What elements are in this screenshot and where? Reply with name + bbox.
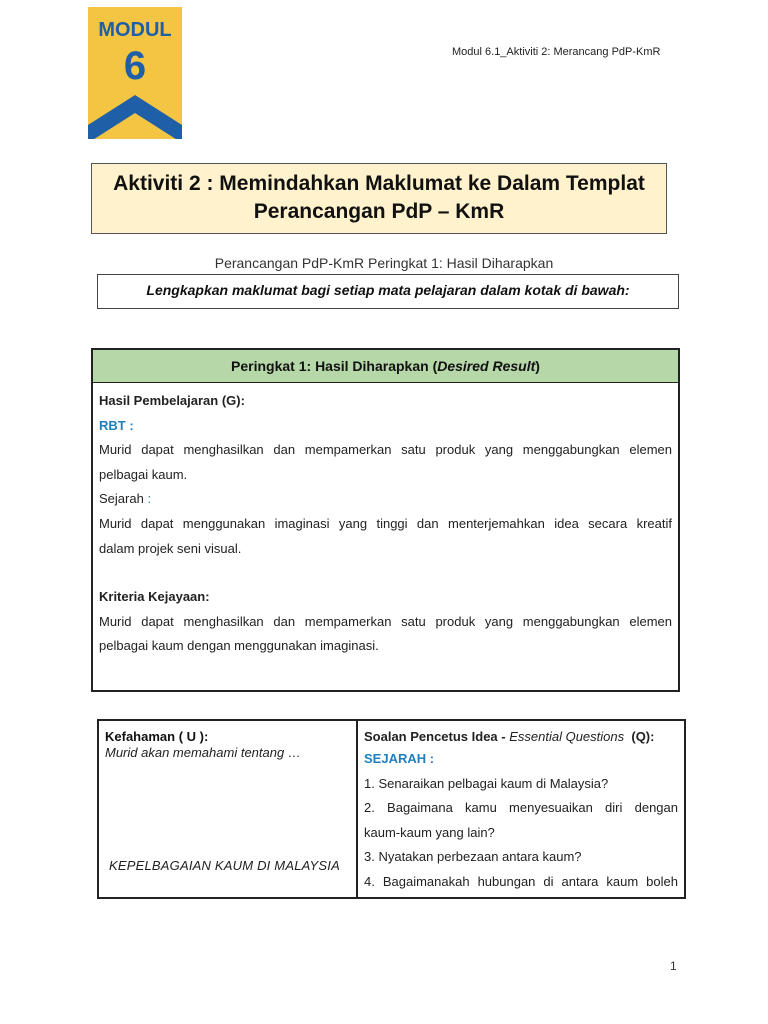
sejarah-outcome-line-2: dalam projek seni visual. [99, 540, 242, 556]
understanding-cell [99, 721, 358, 897]
stage-1-body [93, 383, 678, 659]
essential-questions-label [364, 727, 678, 747]
page-number: 1 [670, 959, 677, 973]
activity-title-line-1: Aktiviti 2 : Memindahkan Maklumat ke Dalam Templat [113, 172, 645, 195]
eq-label-italic: Essential Questions [509, 729, 625, 744]
sejarah-outcome-line-1: Murid dapat menggunakan imaginasi yang tinggi dan menterjemahkan idea secara kreatif [99, 515, 672, 531]
success-criteria-line-2: pelbagai kaum dengan menggunakan imaginasi. [99, 638, 379, 654]
understanding-prompt: Murid akan memahami tentang … [105, 745, 301, 760]
stage-header-text: Peringkat 1: Hasil Diharapkan ( [231, 358, 438, 374]
stage-header-suffix: ) [535, 358, 540, 374]
instruction-text: Lengkapkan maklumat bagi setiap mata pelajaran dalam kotak di bawah: [146, 282, 630, 298]
svg-text:MODUL: MODUL [98, 19, 172, 41]
question-2-line-2: kaum-kaum yang lain? [364, 824, 495, 840]
activity-title-box [91, 163, 667, 234]
modul-6-logo [88, 7, 182, 143]
essential-questions-cell [358, 721, 684, 897]
success-criteria-label: Kriteria Kejayaan: [99, 589, 210, 605]
question-1: 1. Senaraikan pelbagai kaum di Malaysia? [364, 775, 609, 791]
question-2-line-1: 2. Bagaimana kamu menyesuaikan diri dengan [364, 800, 678, 816]
activity-title-line-2: Perancangan PdP – KmR [253, 200, 505, 223]
sejarah-label: Sejarah [99, 491, 144, 507]
eq-label-bold: Soalan Pencetus Idea - [364, 729, 510, 744]
question-4: 4. Bagaimanakah hubungan di antara kaum boleh [364, 873, 678, 889]
eq-label-suffix: (Q): [631, 729, 655, 744]
stage-1-header [93, 350, 678, 383]
sejarah-colon: : [147, 491, 152, 507]
sejarah-label-line [99, 487, 672, 512]
question-3: 3. Nyatakan perbezaan antara kaum? [364, 849, 582, 865]
understanding-questions-table [97, 719, 686, 899]
understanding-label: Kefahaman ( U ): [105, 729, 209, 744]
learning-outcome-label: Hasil Pembelajaran (G): [99, 393, 245, 408]
section-subtitle: Perancangan PdP-KmR Peringkat 1: Hasil Diharapkan [214, 255, 554, 271]
svg-text:6: 6 [123, 44, 147, 88]
rbt-outcome-line-1: Murid dapat menghasilkan dan mempamerkan satu produk yang menggabungkan elemen [99, 442, 672, 458]
header-module-reference: Modul 6.1_Aktiviti 2: Merancang PdP-KmR [452, 46, 661, 58]
questions-subject-label: SEJARAH : [364, 751, 435, 766]
understanding-topic: KEPELBAGAIAN KAUM DI MALAYSIA [109, 858, 340, 873]
stage-1-table [91, 348, 680, 692]
rbt-outcome-line-2: pelbagai kaum. [99, 466, 188, 482]
stage-header-italic: Desired Result [437, 358, 536, 374]
rbt-label: RBT : [99, 417, 134, 433]
success-criteria-line-1: Murid dapat menghasilkan dan mempamerkan satu produk yang menggabungkan elemen [99, 613, 672, 629]
instruction-box [97, 274, 679, 309]
